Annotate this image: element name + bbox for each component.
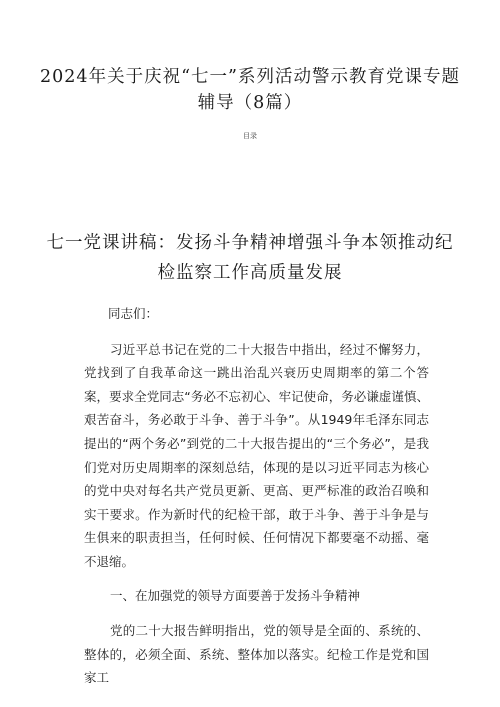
section-heading: 一、在加强党的领导方面要善于发扬斗争精神 <box>110 587 361 603</box>
section-title: 七一党课讲稿：发扬斗争精神增强斗争本领推动纪检监察工作高质量发展 <box>46 233 454 283</box>
body-text <box>84 302 429 700</box>
paragraph: 习近平总书记在党的二十大报告中指出，经过不懈努力，党找到了自我革命这一跳出治乱兴衰历史周期率的第二个答案，要求全党同志“务必不忘初心、牢记使命，务必谦虚谨慎、艰苦奋斗，务必敢于斗争、善于斗争”。从1949年毛泽东同志提出的“两个务必”到党的二十大报告提出的“三个务必”，是我们党对历史周期率的深刻总结，体现的是以习近平同志为核心的党中央对每名共产党员更新、更高、更严标准的政治召唤和实干要求。作为新时代的纪检干部，敢于斗争、善于斗争是与生俱来的职责担当，任何时候、任何情况下都要毫不动摇、毫不退缩。 <box>84 341 429 569</box>
paragraph: 党的二十大报告鲜明指出，党的领导是全面的、系统的、整体的，必须全面、系统、整体加以落实。纪检工作是党和国家工 <box>84 623 429 686</box>
salutation: 同志们： <box>108 306 159 321</box>
toc-label: 目录 <box>243 132 257 140</box>
document-title: 2024年关于庆祝“七一”系列活动警示教育党课专题辅导（8篇） <box>40 67 460 113</box>
